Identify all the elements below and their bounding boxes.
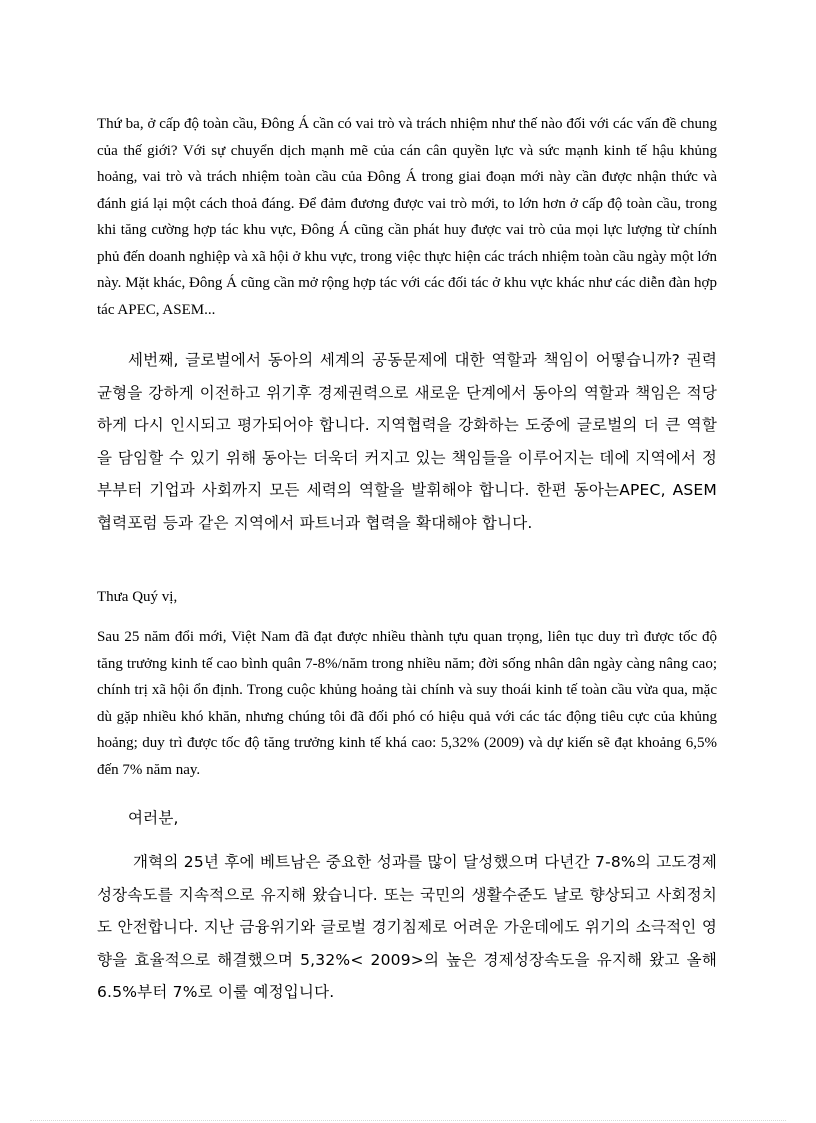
paragraph-vi-vietnam-achievements: Sau 25 năm đổi mới, Việt Nam đã đạt được nhiều thành tựu quan trọng, liên tục duy trì được tốc độ tăng trưởng kinh tế cao bình quân 7-8%/năm trong nhiều năm; đời sống nhân dân ngày càng nâng cao; chính trị xã hội ổn định. Trong cuộc khủng hoảng tài chính và suy thoái kinh tế toàn cầu vừa qua, mặc dù gặp nhiều khó khăn, nhưng chúng tôi đã đối phó có hiệu quả với các tác động tiêu cực của khủng hoảng; duy trì được tốc độ tăng trưởng kinh tế khá cao: 5,32% (2009) và dự kiến sẽ đạt khoảng 6,5% đến 7% năm nay. xyxy=(97,629,717,778)
paragraph-vi-east-asia-global-role: Thứ ba, ở cấp độ toàn cầu, Đông Á cần có vai trò và trách nhiệm như thế nào đối với các vấn đề chung của thế giới? Với sự chuyển dịch mạnh mẽ của cán cân quyền lực và sức mạnh kinh tế hậu khủng hoảng, vai trò và trách nhiệm toàn cầu của Đông Á trong giai đoạn mới này cần được nhận thức và đánh giá lại một cách thoả đáng. Để đảm đương được vai trò mới, to lớn hơn ở cấp độ toàn cầu, trong khi tăng cường hợp tác khu vực, Đông Á cũng cần phát huy được vai trò của mọi lực lượng từ chính phủ đến doanh nghiệp và xã hội ở khu vực, trong việc thực hiện các trách nhiệm toàn cầu ngày một lớn này. Mặt khác, Đông Á cũng cần mở rộng hợp tác với các đối tác ở khu vực khác như các diễn đàn hợp tác APEC, ASEM... xyxy=(97,116,717,318)
paragraph-ko-east-asia-global-role: 세번째, 글로벌에서 동아의 세계의 공동문제에 대한 역할과 책임이 어떻습니까? 권력 균형을 강하게 이전하고 위기후 경제권력으로 새로운 단계에서 동아의 역할과 책임은 적당하게 다시 인시되고 평가되어야 합니다. 지역협력을 강화하는 도중에 글로벌의 더 큰 역할을 담임할 수 있기 위해 동아는 더욱더 커지고 있는 책임들을 이루어지는 데에 지역에서 정부부터 기업과 사회까지 모든 세력의 역할을 발휘해야 합니다. 한편 동아는APEC, ASEM 협력포럼 등과 같은 지역에서 파트너과 협력을 확대해야 합니다. xyxy=(97,351,717,532)
paragraph-vi-salutation: Thưa Quý vị, xyxy=(97,589,178,605)
paragraph-ko-vietnam-achievements: 개혁의 25년 후에 베트남은 중요한 성과를 많이 달성했으며 다년간 7-8%의 고도경제성장속도를 지속적으로 유지해 왔습니다. 또는 국민의 생활수준도 날로 향상되고 사회정치도 안전합니다. 지난 금융위기와 글로벌 경기침제로 어려운 가운데에도 위기의 소극적인 영향을 효율적으로 해결했으며 5,32%< 2009>의 높은 경제성장속도을 유지해 왔고 올해 6.5%부터 7%로 이룰 예정입니다. xyxy=(97,853,717,1001)
paragraph-ko-salutation: 여러분, xyxy=(128,809,179,827)
